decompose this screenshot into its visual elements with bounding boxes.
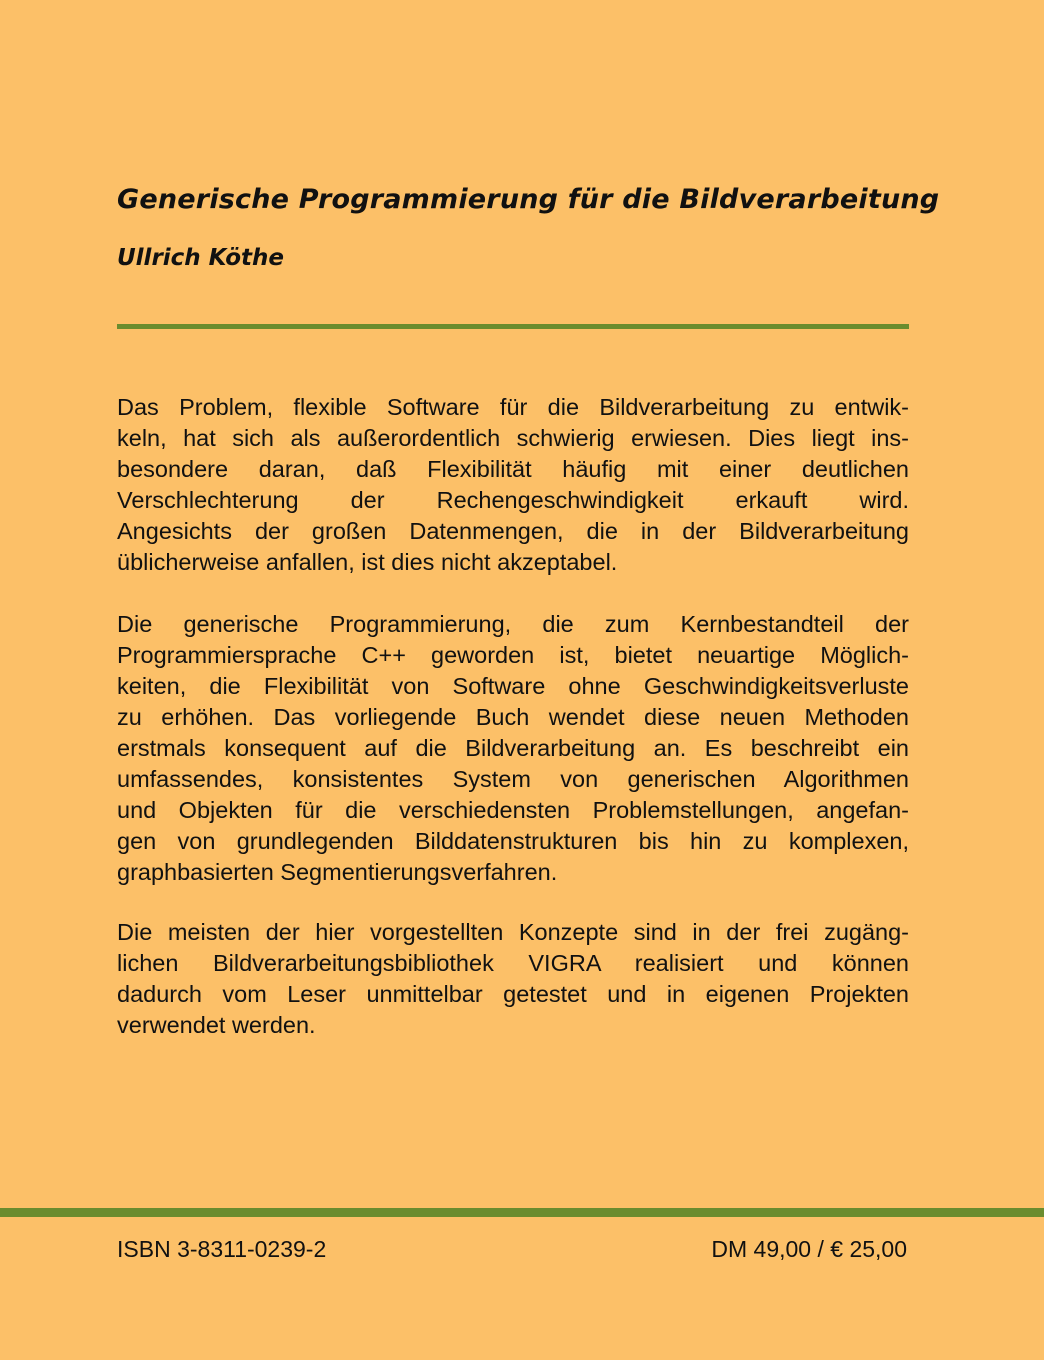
book-author: Ullrich Köthe — [117, 245, 285, 271]
text-line: dadurch vom Leser unmittelbar getestet und in eigenen Projekten — [117, 981, 909, 1007]
price: DM 49,00 / € 25,00 — [711, 1236, 907, 1262]
text-line: gen von grundlegenden Bilddatenstrukturen bis hin zu komplexen, — [117, 828, 909, 854]
bottom-divider — [0, 1208, 1044, 1217]
text-line: Die meisten der hier vorgestellten Konzepte sind in der frei zugäng- — [117, 919, 909, 945]
book-title: Generische Programmierung für die Bildverarbeitung — [117, 184, 940, 215]
text-line: verwendet werden. — [117, 1012, 316, 1038]
top-divider — [117, 324, 909, 329]
text-line: Angesichts der großen Datenmengen, die in der Bildverarbeitung — [117, 518, 909, 544]
text-line: und Objekten für die verschiedensten Problemstellungen, angefan- — [117, 797, 909, 823]
text-line: üblicherweise anfallen, ist dies nicht akzeptabel. — [117, 549, 618, 575]
text-line: keln, hat sich als außerordentlich schwierig erwiesen. Dies liegt ins- — [117, 425, 909, 451]
blurb-paragraph-1 — [117, 392, 909, 578]
text-line: lichen Bildverarbeitungsbibliothek VIGRA realisiert und können — [117, 950, 909, 976]
text-line: umfassendes, konsistentes System von generischen Algorithmen — [117, 766, 909, 792]
isbn: ISBN 3-8311-0239-2 — [117, 1236, 327, 1262]
text-line: Verschlechterung der Rechengeschwindigkeit erkauft wird. — [117, 487, 909, 513]
blurb-paragraph-2 — [117, 609, 909, 888]
text-line: keiten, die Flexibilität von Software ohne Geschwindigkeitsverluste — [117, 673, 909, 699]
text-line: besondere daran, daß Flexibilität häufig mit einer deutlichen — [117, 456, 909, 482]
text-line: Die generische Programmierung, die zum Kernbestandteil der — [117, 611, 909, 637]
text-line: graphbasierten Segmentierungsverfahren. — [117, 859, 558, 885]
blurb-paragraph-3 — [117, 917, 909, 1041]
text-line: erstmals konsequent auf die Bildverarbeitung an. Es beschreibt ein — [117, 735, 909, 761]
text-line: zu erhöhen. Das vorliegende Buch wendet diese neuen Methoden — [117, 704, 909, 730]
text-line: Das Problem, flexible Software für die Bildverarbeitung zu entwik- — [117, 394, 909, 420]
text-line: Programmiersprache C++ geworden ist, bietet neuartige Möglich- — [117, 642, 909, 668]
